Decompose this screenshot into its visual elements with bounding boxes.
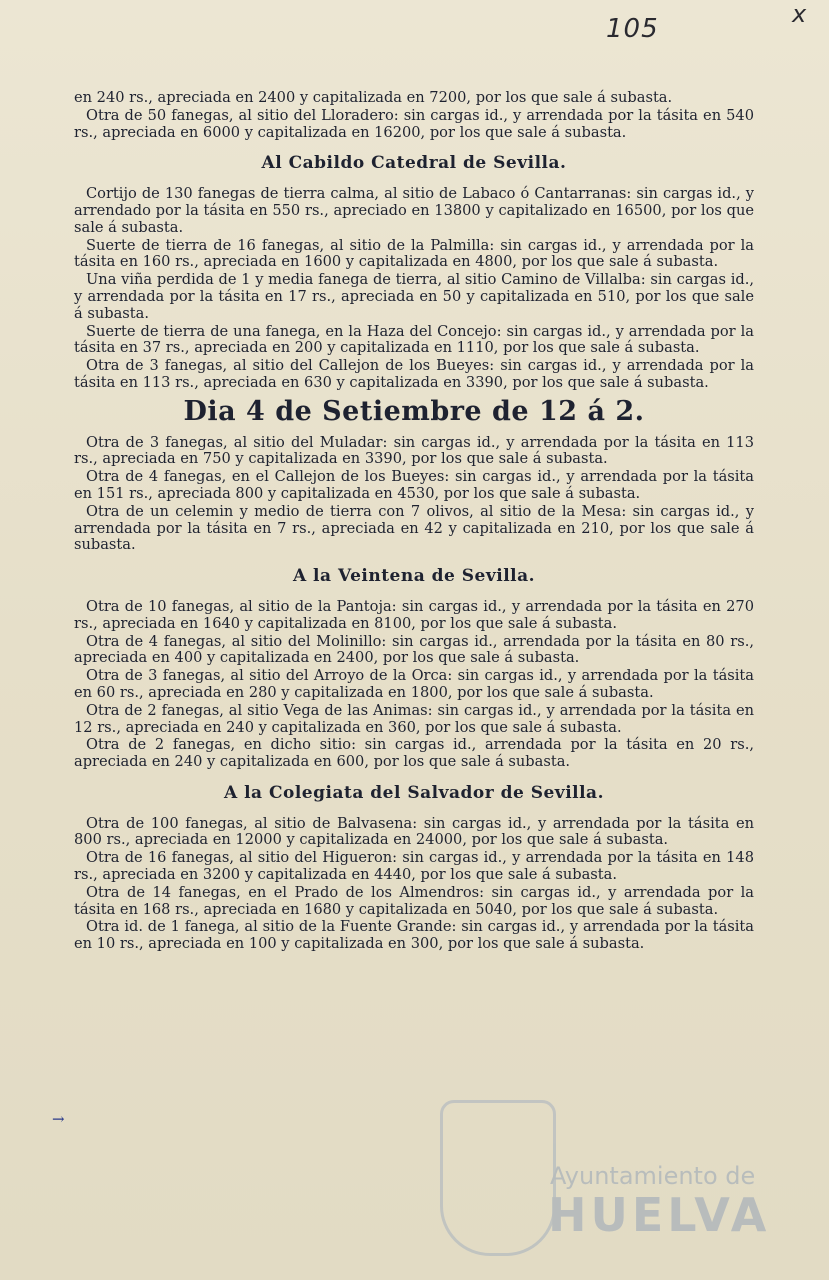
lot-paragraph: Otra de 14 fanegas, en el Prado de los Almendros: sin cargas id., y arrendada por la tásita en 168 rs., apreciada en 1680 y capitalizada en 5040, por los que sale á subasta. (74, 883, 754, 918)
lot-paragraph: Suerte de tierra de 16 fanegas, al sitio de la Palmilla: sin cargas id., y arrendada por la tásita en 160 rs., apreciada en 1600 y capitalizada en 4800, por los que sale á subasta. (74, 236, 754, 271)
lot-paragraph: Otra de 100 fanegas, al sitio de Balvasena: sin cargas id., y arrendada por la tásita en 800 rs., apreciada en 12000 y capitalizada en 24000, por los que sale á subasta. (74, 814, 754, 849)
intro-block (74, 90, 754, 141)
section-heading: Al Cabildo Catedral de Sevilla. (261, 153, 567, 174)
lot-paragraph: Otra de 2 fanegas, en dicho sitio: sin cargas id., arrendada por la tásita en 20 rs., apreciada en 240 y capitalizada en 600, por los que sale á subasta. (74, 736, 754, 771)
lot-paragraph: Otra de 2 fanegas, al sitio Vega de las Animas: sin cargas id., y arrendada por la tásita en 12 rs., apreciada en 240 y capitalizada en 360, por los que sale á subasta. (74, 701, 754, 736)
handwritten-arrow-icon: → (52, 1110, 65, 1128)
watermark-line2: HUELVA (548, 1188, 771, 1242)
lot-paragraph: Otra de 4 fanegas, al sitio del Molinillo: sin cargas id., arrendada por la tásita en 80 rs., apreciada en 400 y capitalizada en 2400, por los que sale á subasta. (74, 632, 754, 667)
date-heading: Dia 4 de Setiembre de 12 á 2. (183, 395, 645, 427)
intro-paragraph: Otra de 50 fanegas, al sitio del Lloradero: sin cargas id., y arrendada por la tásita en 540 rs., apreciada en 6000 y capitalizada en 16200, por los que sale á subasta. (74, 106, 754, 141)
watermark-line1: Ayuntamiento de (550, 1162, 756, 1190)
lot-paragraph: Otra de un celemin y medio de tierra con 7 olivos, al sitio de la Mesa: sin cargas id., y arrendada por la tásita en 7 rs., apreciada en 42 y capitalizada en 210, por los que sale á subasta. (74, 502, 754, 554)
document-body (74, 90, 754, 953)
section-dia-4 (74, 395, 754, 554)
lot-paragraph: Cortijo de 130 fanegas de tierra calma, al sitio de Labaco ó Cantarranas: sin cargas id., y arrendado por la tásita en 550 rs., apreciado en 13800 y capitalizado en 16500, por los que sale á subasta. (74, 185, 754, 236)
section-cabildo (74, 155, 754, 391)
lot-paragraph: Otra de 4 fanegas, en el Callejon de los Bueyes: sin cargas id., y arrendada por la tásita en 151 rs., apreciada 800 y capitalizada en 4530, por los que sale á subasta. (74, 468, 754, 502)
section-heading: A la Colegiata del Salvador de Sevilla. (223, 782, 604, 803)
lot-paragraph: Otra de 3 fanegas, al sitio del Callejon de los Bueyes: sin cargas id., y arrendada por la tásita en 113 rs., apreciada en 630 y capitalizada en 3390, por los que sale á subasta. (74, 357, 754, 391)
intro-paragraph: en 240 rs., apreciada en 2400 y capitalizada en 7200, por los que sale á subasta. (74, 89, 673, 106)
lot-paragraph: Otra id. de 1 fanega, al sitio de la Fuente Grande: sin cargas id., y arrendada por la tásita en 10 rs., apreciada en 100 y capitalizada en 300, por los que sale á subasta. (74, 918, 754, 953)
section-heading: A la Veintena de Sevilla. (292, 566, 536, 587)
lot-paragraph: Otra de 10 fanegas, al sitio de la Pantoja: sin cargas id., y arrendada por la tásita en 270 rs., apreciada en 1640 y capitalizada en 8100, por los que sale á subasta. (74, 597, 754, 632)
section-colegiata (74, 782, 754, 953)
handwritten-page-number: 105 (606, 14, 659, 44)
lot-paragraph: Suerte de tierra de una fanega, en la Haza del Concejo: sin cargas id., y arrendada por la tásita en 37 rs., apreciada en 200 y capitalizada en 1110, por los que sale á subasta. (74, 322, 754, 357)
lot-paragraph: Otra de 3 fanegas, al sitio del Arroyo de la Orca: sin cargas id., y arrendada por la tásita en 60 rs., apreciada en 280 y capitalizada en 1800, por los que sale á subasta. (74, 667, 754, 701)
lot-paragraph: Otra de 16 fanegas, al sitio del Higueron: sin cargas id., y arrendada por la tásita en 148 rs., apreciada en 3200 y capitalizada en 4440, por los que sale á subasta. (74, 849, 754, 884)
lot-paragraph: Una viña perdida de 1 y media fanega de tierra, al sitio Camino de Villalba: sin cargas id., y arrendada por la tásita en 17 rs., apreciada en 50 y capitalizada en 510, por los que sale á subasta. (74, 271, 754, 322)
lot-paragraph: Otra de 3 fanegas, al sitio del Muladar: sin cargas id., y arrendada por la tásita en 113 rs., apreciada en 750 y capitalizada en 3390, por los que sale á subasta. (74, 433, 754, 468)
section-veintena (74, 568, 754, 771)
archive-watermark (440, 1100, 770, 1260)
city-crest-icon (440, 1100, 556, 1256)
handwritten-corner-mark: x (792, 0, 807, 28)
